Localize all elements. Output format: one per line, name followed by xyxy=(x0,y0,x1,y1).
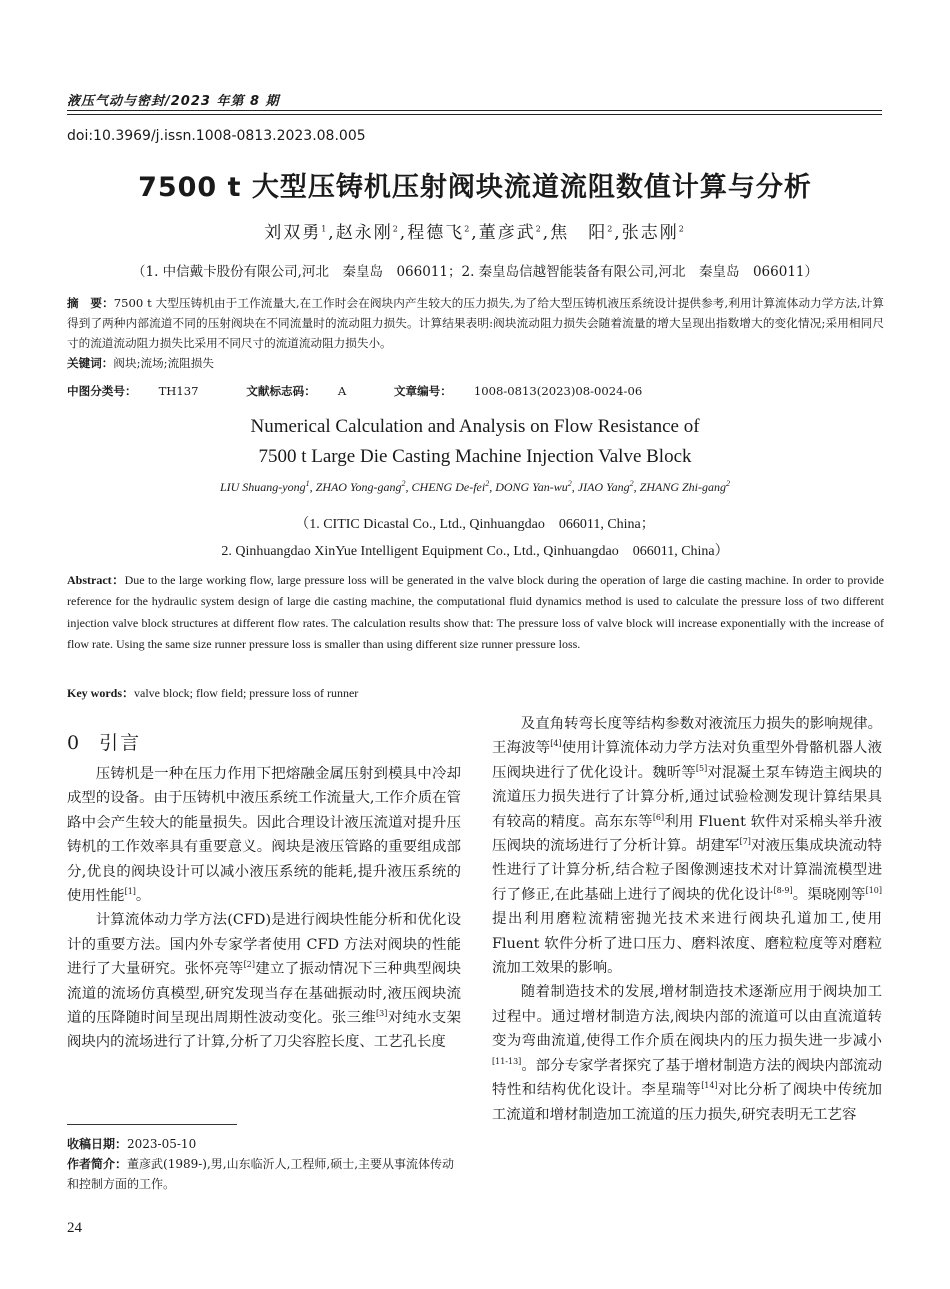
en-keywords: valve block; flow field; pressure loss of runner xyxy=(134,686,359,700)
journal-header: 液压气动与密封/2023 年第 8 期 xyxy=(67,94,280,109)
cn-title: 7500 t 大型压铸机压射阀块流道流阻数值计算与分析 xyxy=(138,172,812,203)
en-abstract-label: Abstract： xyxy=(67,573,125,587)
article-no-label: 文章编号： xyxy=(393,384,452,398)
author-separator: , xyxy=(405,480,412,494)
body-left-column xyxy=(67,730,461,1055)
classification-line xyxy=(67,383,686,399)
cn-author: 董彦武 xyxy=(478,223,536,243)
affiliation-marker: 2 xyxy=(726,479,731,488)
en-affiliation-line: 2. Qinhuangdao XinYue Intelligent Equipment Co., Ltd., Qinhuangdao 066011, China） xyxy=(221,544,729,559)
citation-marker[interactable]: [3] xyxy=(376,1009,388,1019)
affiliation-marker: 2 xyxy=(392,224,400,234)
cn-affiliation: （1. 中信戴卡股份有限公司,河北 秦皇岛 066011；2. 秦皇岛信越智能装备有限公司,河北 秦皇岛 066011） xyxy=(132,264,818,280)
affiliation-marker: 1 xyxy=(305,479,310,488)
body-paragraph: 随着制造技术的发展,增材制造技术逐渐应用于阀块加工过程中。通过增材制造方法,阀块内部的流道可以由直流道转变为弯曲流道,使得工作介质在阀块内的压力损失进一步减小[11-13]。部分专家学者探究了基于增材制造方法的阀块内部流动特性和结构优化设计。李星瑞等[14]对比分析了阀块中传统加工流道和增材制造加工流道的压力损失,研究表明无工艺容 xyxy=(492,984,882,1123)
citation-marker[interactable]: [11-13] xyxy=(492,1056,522,1066)
page-number: 24 xyxy=(67,1220,82,1236)
section-title: 引言 xyxy=(99,732,142,754)
doccode-value: A xyxy=(337,384,347,398)
author-separator: , xyxy=(309,480,316,494)
cn-author: 刘双勇 xyxy=(264,223,322,243)
author-separator: , xyxy=(633,480,640,494)
clc-label: 中图分类号： xyxy=(67,384,137,398)
cn-keywords: 阀块;流场;流阻损失 xyxy=(113,356,214,370)
received-value: 2023-05-10 xyxy=(127,1137,197,1151)
header-rule xyxy=(67,110,882,111)
doccode-label: 文献标志码： xyxy=(246,384,316,398)
citation-marker[interactable]: [10] xyxy=(865,886,882,896)
received-label: 收稿日期： xyxy=(67,1137,128,1151)
footnote-rule xyxy=(67,1124,237,1125)
author-separator: , xyxy=(489,480,496,494)
citation-marker[interactable]: [4] xyxy=(550,739,562,749)
cn-abstract xyxy=(67,293,884,373)
body-paragraph: 计算流体动力学方法(CFD)是进行阀块性能分析和优化设计的重要方法。国内外专家学者使用 CFD 方法对阀块的性能进行了大量研究。张怀亮等[2]建立了振动情况下三种典型阀块流道的流场仿真模型,研究发现当存在基础振动时,液压阀块流道的压降随时间呈现出周期性波动变化。张三维[3]对纯水支架阀块内的流场进行了计算,分析了刀尖容腔长度、工艺孔长度 xyxy=(67,912,461,1051)
author-separator: , xyxy=(328,223,336,243)
en-authors xyxy=(0,480,950,495)
affiliation-marker: 2 xyxy=(485,479,490,488)
citation-marker[interactable]: [1] xyxy=(124,887,136,897)
article-number xyxy=(394,384,664,398)
right-paragraphs xyxy=(492,712,882,1127)
article-no-value: 1008-0813(2023)08-0024-06 xyxy=(473,384,643,398)
author-separator: , xyxy=(542,223,551,243)
body-paragraph: 压铸机是一种在压力作用下把熔融金属压射到模具中冷却成型的设备。由于压铸机中液压系统工作流量大,工作介质在管路中会产生较大的能量损失。因此合理设计液压流道对提升压铸机的工作效率具有重要意义。阀块是液压管路的重要组成部分,优良的阀块设计可以减小液压系统的能耗,提升液压系统的使用性能[1]。 xyxy=(67,766,461,905)
body-paragraph: 及直角转弯长度等结构参数对液流压力损失的影响规律。王海波等[4]使用计算流体动力学方法对负重型外骨骼机器人液压阀块进行了优化设计。魏昕等[5]对混凝土泵车铸造主阀块的流道压力损失进行了计算分析,通过试验检测发现计算结果具有较高的精度。高东东等[6]利用 Fluent 软件对采棉头举升液压阀块的流场进行了分析计算。胡建军[7]对液压集成块流动特性进行了计算分析,结合粒子图像测速技术对计算湍流模型进行了修正,在此基础上进行了阀块的优化设计[8-9]。渠晓刚等[10]提出利用磨粒流精密抛光技术来进行阀块孔道加工,使用 Fluent 软件分析了进口压力、磨料浓度、磨粒粒度等对磨粒流加工效果的影响。 xyxy=(492,716,882,977)
cn-author: 赵永刚 xyxy=(335,223,393,243)
en-keywords-label: Key words： xyxy=(67,686,134,700)
en-author: ZHAO Yong-gang xyxy=(315,480,402,494)
body-right-column xyxy=(492,712,882,1127)
en-author: JIAO Yang xyxy=(577,480,630,494)
cn-authors xyxy=(0,218,950,243)
left-paragraphs xyxy=(67,762,461,1055)
cn-author: 张志刚 xyxy=(621,223,679,243)
affiliation-marker: 1 xyxy=(321,224,329,234)
author-separator: , xyxy=(614,223,622,243)
citation-marker[interactable]: [2] xyxy=(243,960,255,970)
footnote xyxy=(67,1134,462,1194)
author-separator: , xyxy=(571,480,578,494)
received-date xyxy=(67,1134,462,1154)
citation-marker[interactable]: [14] xyxy=(701,1081,718,1091)
author-bio-text: 董彦武(1989-),男,山东临沂人,工程师,硕士,主要从事流体传动和控制方面的工作。 xyxy=(67,1157,455,1191)
author-bio-label: 作者简介： xyxy=(67,1157,128,1171)
affiliation-marker: 2 xyxy=(401,479,406,488)
section-number: 0 xyxy=(67,732,82,754)
en-author: DONG Yan-wu xyxy=(495,480,568,494)
clc-number xyxy=(67,384,221,398)
en-abstract xyxy=(67,570,884,656)
cn-author: 焦 阳 xyxy=(550,223,608,243)
en-author: LIU Shuang-yong xyxy=(219,480,306,494)
author-separator: , xyxy=(399,223,408,243)
en-title-line: Numerical Calculation and Analysis on Flow Resistance of xyxy=(250,416,700,437)
en-affiliation-line: （1. CITIC Dicastal Co., Ltd., Qinhuangdao 066011, China； xyxy=(295,517,655,532)
doi[interactable]: doi:10.3969/j.issn.1008-0813.2023.08.005 xyxy=(67,128,366,144)
en-author: ZHANG Zhi-gang xyxy=(639,480,727,494)
cn-abstract-text: 7500 t 大型压铸机由于工作流量大,在工作时会在阀块内产生较大的压力损失,为了给大型压铸机液压系统设计提供参考,利用计算流体动力学方法,计算得到了两种内部流道不同的压射阀块在不同流量时的流动阻力损失。计算结果表明:阀块流动阻力损失会随着流量的增大呈现出指数增大的变化情况;采用相同尺寸的流道流动阻力损失比采用不同尺寸的流道流动阻力损失小。 xyxy=(67,296,884,350)
en-title-line: 7500 t Large Die Casting Machine Injection Valve Block xyxy=(258,446,692,467)
citation-marker[interactable]: [7] xyxy=(739,837,751,847)
affiliation-marker: 2 xyxy=(678,224,686,234)
en-title xyxy=(0,412,950,472)
en-keywords-line xyxy=(67,684,358,701)
citation-marker[interactable]: [8-9] xyxy=(773,886,793,896)
cn-author: 程德飞 xyxy=(407,223,465,243)
clc-value: TH137 xyxy=(158,384,199,398)
citation-marker[interactable]: [6] xyxy=(652,812,665,822)
en-affiliation xyxy=(0,511,950,565)
author-bio xyxy=(67,1154,462,1194)
document-code xyxy=(246,384,368,398)
affiliation-marker: 2 xyxy=(607,224,615,234)
affiliation-marker: 2 xyxy=(464,224,472,234)
en-author: CHENG De-fei xyxy=(411,480,486,494)
header-rule xyxy=(67,114,882,115)
cn-keywords-label: 关键词： xyxy=(67,356,114,370)
affiliation-marker: 2 xyxy=(629,479,634,488)
author-separator: , xyxy=(471,223,479,243)
citation-marker[interactable]: [5] xyxy=(695,764,708,774)
affiliation-marker: 2 xyxy=(535,224,543,234)
cn-abstract-label: 摘 要： xyxy=(67,296,114,310)
en-abstract-text: Due to the large working flow, large pressure loss will be generated in the valve block during the operation of large die casting machine. In order to provide reference for the hydraulic system design of large die casting machine, the computational fluid dynamics method is used to calculate the pressure loss of two different injection valve block structures at different flow rates. The calculation results show that: The pressure loss of valve block will increase exponentially with the increase of flow rate. Using the same size runner pressure loss is smaller than using different size runner pressure loss. xyxy=(67,573,885,652)
affiliation-marker: 2 xyxy=(567,479,572,488)
section-heading xyxy=(67,730,461,756)
